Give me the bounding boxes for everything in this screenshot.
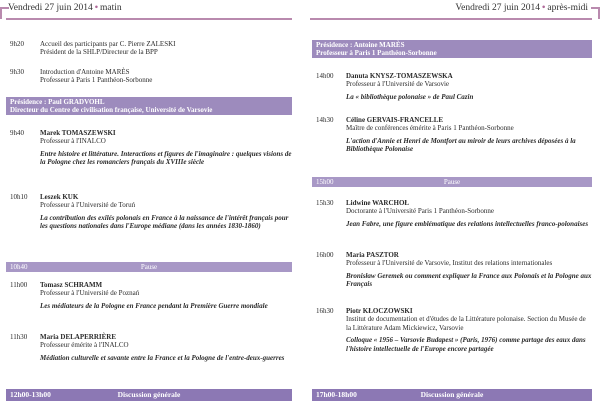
talk-entry: 14h30 Céline GERVAIS-FRANCELLE Maître de conférences émérite à Paris 1 Panthéon-Sorbonne L'action d'Annie et Henri de Montfort au miroir de leurs archives déposées à la Bibliothèque Polonaise (316, 116, 576, 154)
talk-entry: 11h00 Tomasz SCHRAMM Professeur à l'Université de Poznań Les médiateurs de la Pologne en France pendant la Première Guerre mondiale (10, 281, 268, 310)
pause-band: 15h00 Pause (312, 177, 592, 187)
discussion-band: 17h00-18h00 Discussion générale (312, 389, 592, 401)
discussion-band: 12h00-13h00 Discussion générale (6, 389, 292, 401)
talk-entry: 16h00 Maria PASZTOR Professeur à l'Université de Varsovie, Institut des relations internationales Bronisław Geremek ou comment expliquer la France aux Polonais et la Pologne aux Français (316, 251, 592, 289)
talk-entry: 16h30 Piotr KŁOCZOWSKI Institut de documentation et d'études de la Littérature polonaise. Section du Musée de la Littérature Adam Mickiewicz, Varsovie Colloque « 1956 – Varsovie Budapest » (Paris, 1976) comme partage des eaux dans l'histoire intellectuelle de l'Europe encore partagée (316, 307, 586, 353)
talk-entry: 14h00 Danuta KNYSZ-TOMASZEWSKA Professeur à l'Université de Varsovie La « bibliothèque polonaise » de Paul Cazin (316, 72, 474, 101)
talk-entry: 15h30 Lidwine WARCHOŁ Doctorante à l'Université Paris 1 Panthéon-Sorbonne Jean Fabre, une figure emblématique des relations intellectuelles franco-polonaises (316, 199, 589, 228)
corner-mark (591, 7, 600, 19)
session-introduction: 9h30 Introduction d'Antoine MARÈS Professeur à Paris 1 Panthéon-Sorbonne (10, 68, 153, 85)
talk-entry: 9h40 Marek TOMASZEWSKI Professeur à l'INALCO Entre histoire et littérature. Interactions et figures de l'imaginaire : quelques visions de la Pologne chez les romanciers français du XVIIIe siècle (10, 129, 292, 167)
afternoon-column (306, 0, 600, 404)
pause-band: 10h40 Pause (6, 262, 292, 272)
talk-entry: 10h10 Leszek KUK Professeur à l'Université de Toruń La contribution des exilés polonais en France à la naissance de l'intérêt français pour les questions nationales dans l'Europe médiane (dans les années 1830-1860) (10, 193, 289, 231)
header-rule (310, 18, 592, 20)
morning-header: Vendredi 27 juin 2014 • matin (8, 3, 122, 13)
header-rule (6, 18, 292, 20)
presidency-band: Présidence : Paul GRADVOHL Directeur du Centre de civilisation française, Université de Varsovie (6, 97, 292, 115)
afternoon-header: Vendredi 27 juin 2014 • après-midi (455, 3, 588, 13)
presidency-band: Présidence : Antoine MARÈS Professeur à Paris 1 Panthéon-Sorbonne (312, 40, 592, 58)
session-welcome: 9h20 Accueil des participants par C. Pierre ZALESKI Président de la SHLP/Directeur de la BPP (10, 40, 176, 57)
talk-entry: 11h30 Maria DELAPERRIÈRE Professeur émérite à l'INALCO Médiation culturelle et savante entre la France et la Pologne de l'entre-deux-guerres (10, 333, 285, 362)
